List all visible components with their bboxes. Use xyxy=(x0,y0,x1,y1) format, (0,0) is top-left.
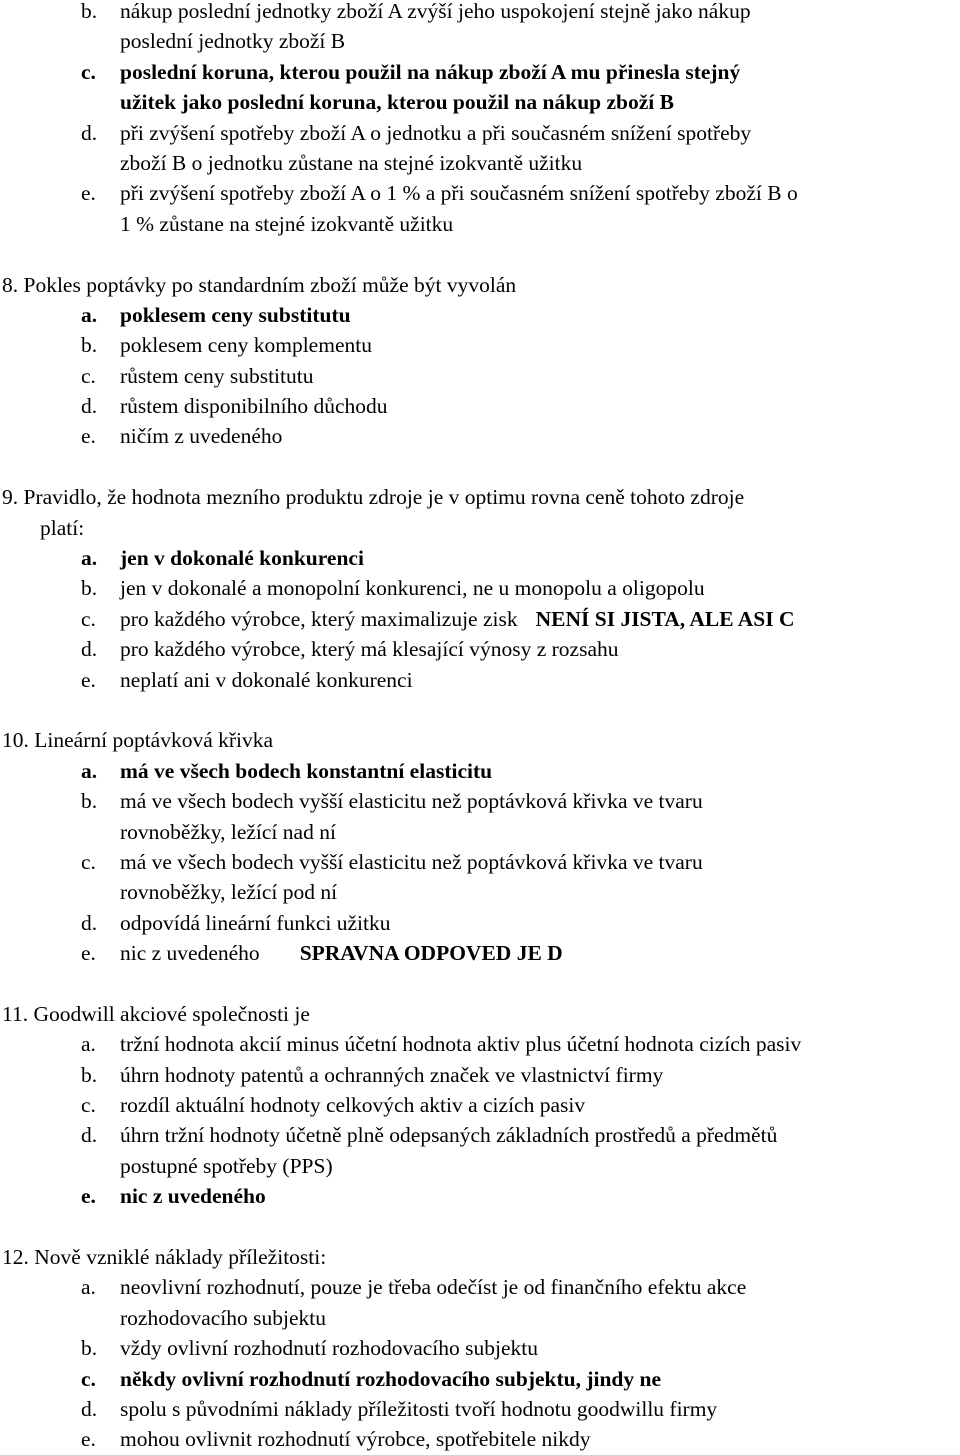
option-text: nákup poslední jednotky zboží A zvýší jeho uspokojení stejně jako nákup xyxy=(120,0,751,23)
answer-note: SPRAVNA ODPOVED JE D xyxy=(299,941,563,966)
option-a xyxy=(0,300,960,330)
question-number: 12. xyxy=(2,1245,29,1270)
option-c xyxy=(0,1364,960,1394)
option-continuation: 1 % zůstane na stejné izokvantě užitku xyxy=(120,211,454,236)
question-stem: Pokles poptávky po standardním zboží může být vyvolán xyxy=(23,272,517,297)
option-letter: e. xyxy=(81,1427,96,1452)
option-letter: c. xyxy=(81,363,96,388)
option-letter: a. xyxy=(81,302,98,327)
option-text: jen v dokonalé a monopolní konkurenci, ne u monopolu a oligopolu xyxy=(120,576,705,601)
option-text: pro každého výrobce, který má klesající výnosy z rozsahu xyxy=(120,637,619,662)
option-b xyxy=(0,330,960,360)
option-c xyxy=(0,847,960,877)
option-e xyxy=(0,1424,960,1454)
option-letter: d. xyxy=(81,394,98,419)
option-continuation: zboží B o jednotku zůstane na stejné izokvantě užitku xyxy=(120,150,583,175)
question-8 xyxy=(0,270,960,452)
option-a xyxy=(0,1029,960,1059)
option-text: ničím z uvedeného xyxy=(120,424,283,449)
option-letter: a. xyxy=(81,1032,96,1057)
option-text: růstem ceny substitutu xyxy=(120,363,314,388)
option-letter: b. xyxy=(81,789,98,814)
question-number: 11. xyxy=(2,1001,29,1026)
option-a xyxy=(0,543,960,573)
option-text: mohou ovlivnit rozhodnutí výrobce, spotřebitele nikdy xyxy=(120,1427,591,1452)
option-text: růstem disponibilního důchodu xyxy=(120,394,388,419)
option-letter: e. xyxy=(81,1184,96,1209)
option-d xyxy=(0,391,960,421)
option-letter: b. xyxy=(81,0,98,23)
option-e xyxy=(0,938,960,968)
question-stem: Goodwill akciové společnosti je xyxy=(33,1001,310,1026)
option-c xyxy=(0,361,960,391)
question-stem: Nově vzniklé náklady příležitosti: xyxy=(34,1245,327,1270)
option-letter: d. xyxy=(81,120,98,145)
option-letter: e. xyxy=(81,941,96,966)
question-12 xyxy=(0,1242,960,1455)
option-d xyxy=(0,908,960,938)
option-b xyxy=(0,1333,960,1363)
option-text: neplatí ani v dokonalé konkurenci xyxy=(120,667,413,692)
option-a xyxy=(0,756,960,786)
option-d xyxy=(0,118,960,148)
option-b xyxy=(0,573,960,603)
question-number: 10. xyxy=(2,728,29,753)
option-letter: c. xyxy=(81,59,96,84)
option-d xyxy=(0,1394,960,1424)
option-continuation: rozhodovacího subjektu xyxy=(120,1305,326,1330)
option-text: nic z uvedeného xyxy=(120,1184,266,1209)
option-letter: d. xyxy=(81,637,98,662)
question-stem: Lineární poptávková křivka xyxy=(34,728,274,753)
option-text: při zvýšení spotřeby zboží A o 1 % a při současném snížení spotřeby zboží B o xyxy=(120,181,798,206)
option-continuation: rovnoběžky, ležící nad ní xyxy=(120,819,336,844)
question-text-continuation: platí: xyxy=(40,515,85,540)
question-text xyxy=(0,999,960,1029)
option-text: úhrn hodnoty patentů a ochranných značek ve vlastnictví firmy xyxy=(120,1062,664,1087)
option-letter: b. xyxy=(81,1336,98,1361)
option-c xyxy=(0,57,960,87)
option-continuation: poslední jednotky zboží B xyxy=(120,29,346,54)
option-text: úhrn tržní hodnoty účetně plně odepsaných základních prostředů a předmětů xyxy=(120,1123,778,1148)
option-letter: d. xyxy=(81,910,98,935)
option-text: pro každého výrobce, který maximalizuje zisk xyxy=(120,606,518,631)
option-d xyxy=(0,634,960,664)
option-text: rozdíl aktuální hodnoty celkových aktiv a cizích pasiv xyxy=(120,1093,586,1118)
option-text: neovlivní rozhodnutí, pouze je třeba odečíst je od finančního efektu akce xyxy=(120,1275,747,1300)
option-text: jen v dokonalé konkurenci xyxy=(120,546,364,571)
option-e xyxy=(0,1181,960,1211)
option-letter: b. xyxy=(81,576,98,601)
option-text: má ve všech bodech konstantní elasticitu xyxy=(120,758,493,783)
option-text: vždy ovlivní rozhodnutí rozhodovacího subjektu xyxy=(120,1336,538,1361)
option-a xyxy=(0,1272,960,1302)
option-letter: a. xyxy=(81,758,98,783)
question-7-options xyxy=(0,0,960,239)
question-stem: Pravidlo, že hodnota mezního produktu zdroje je v optimu rovna ceně tohoto zdroje xyxy=(23,485,745,510)
option-c xyxy=(0,604,960,634)
option-text: poklesem ceny komplementu xyxy=(120,333,372,358)
option-text: odpovídá lineární funkci užitku xyxy=(120,910,391,935)
option-letter: a. xyxy=(81,1275,96,1300)
option-d xyxy=(0,1120,960,1150)
option-text: při zvýšení spotřeby zboží A o jednotku a při současném snížení spotřeby xyxy=(120,120,752,145)
option-letter: a. xyxy=(81,546,98,571)
option-continuation: rovnoběžky, ležící pod ní xyxy=(120,880,338,905)
option-text: poslední koruna, kterou použil na nákup zboží A mu přinesla stejný xyxy=(120,59,741,84)
option-text: má ve všech bodech vyšší elasticitu než poptávková křivka ve tvaru xyxy=(120,789,703,814)
option-letter: b. xyxy=(81,333,98,358)
option-b xyxy=(0,786,960,816)
option-letter: c. xyxy=(81,1366,96,1391)
option-letter: d. xyxy=(81,1123,98,1148)
option-continuation: užitek jako poslední koruna, kterou použil na nákup zboží B xyxy=(120,90,674,115)
question-number: 9. xyxy=(2,485,19,510)
option-letter: d. xyxy=(81,1396,98,1421)
option-e xyxy=(0,178,960,208)
question-10 xyxy=(0,725,960,968)
question-text xyxy=(0,482,960,512)
question-text xyxy=(0,270,960,300)
option-e xyxy=(0,421,960,451)
option-text: někdy ovlivní rozhodnutí rozhodovacího subjektu, jindy ne xyxy=(120,1366,662,1391)
option-b xyxy=(0,1060,960,1090)
question-text xyxy=(0,1242,960,1272)
option-e xyxy=(0,665,960,695)
option-letter: c. xyxy=(81,606,96,631)
option-letter: e. xyxy=(81,667,96,692)
option-continuation: postupné spotřeby (PPS) xyxy=(120,1153,333,1178)
option-text: nic z uvedeného xyxy=(120,941,260,966)
option-letter: c. xyxy=(81,1093,96,1118)
option-letter: b. xyxy=(81,1062,98,1087)
option-text: tržní hodnota akcií minus účetní hodnota aktiv plus účetní hodnota cizích pasiv xyxy=(120,1032,802,1057)
question-text xyxy=(0,725,960,755)
option-c xyxy=(0,1090,960,1120)
option-letter: c. xyxy=(81,849,96,874)
option-letter: e. xyxy=(81,424,96,449)
question-9 xyxy=(0,482,960,695)
option-b xyxy=(0,0,960,26)
question-11 xyxy=(0,999,960,1212)
option-text: poklesem ceny substitutu xyxy=(120,302,351,327)
option-text: má ve všech bodech vyšší elasticitu než poptávková křivka ve tvaru xyxy=(120,849,703,874)
answer-note: NENÍ SI JISTA, ALE ASI C xyxy=(535,606,795,631)
option-text: spolu s původními náklady příležitosti tvoří hodnotu goodwillu firmy xyxy=(120,1396,718,1421)
option-letter: e. xyxy=(81,181,96,206)
question-number: 8. xyxy=(2,272,19,297)
